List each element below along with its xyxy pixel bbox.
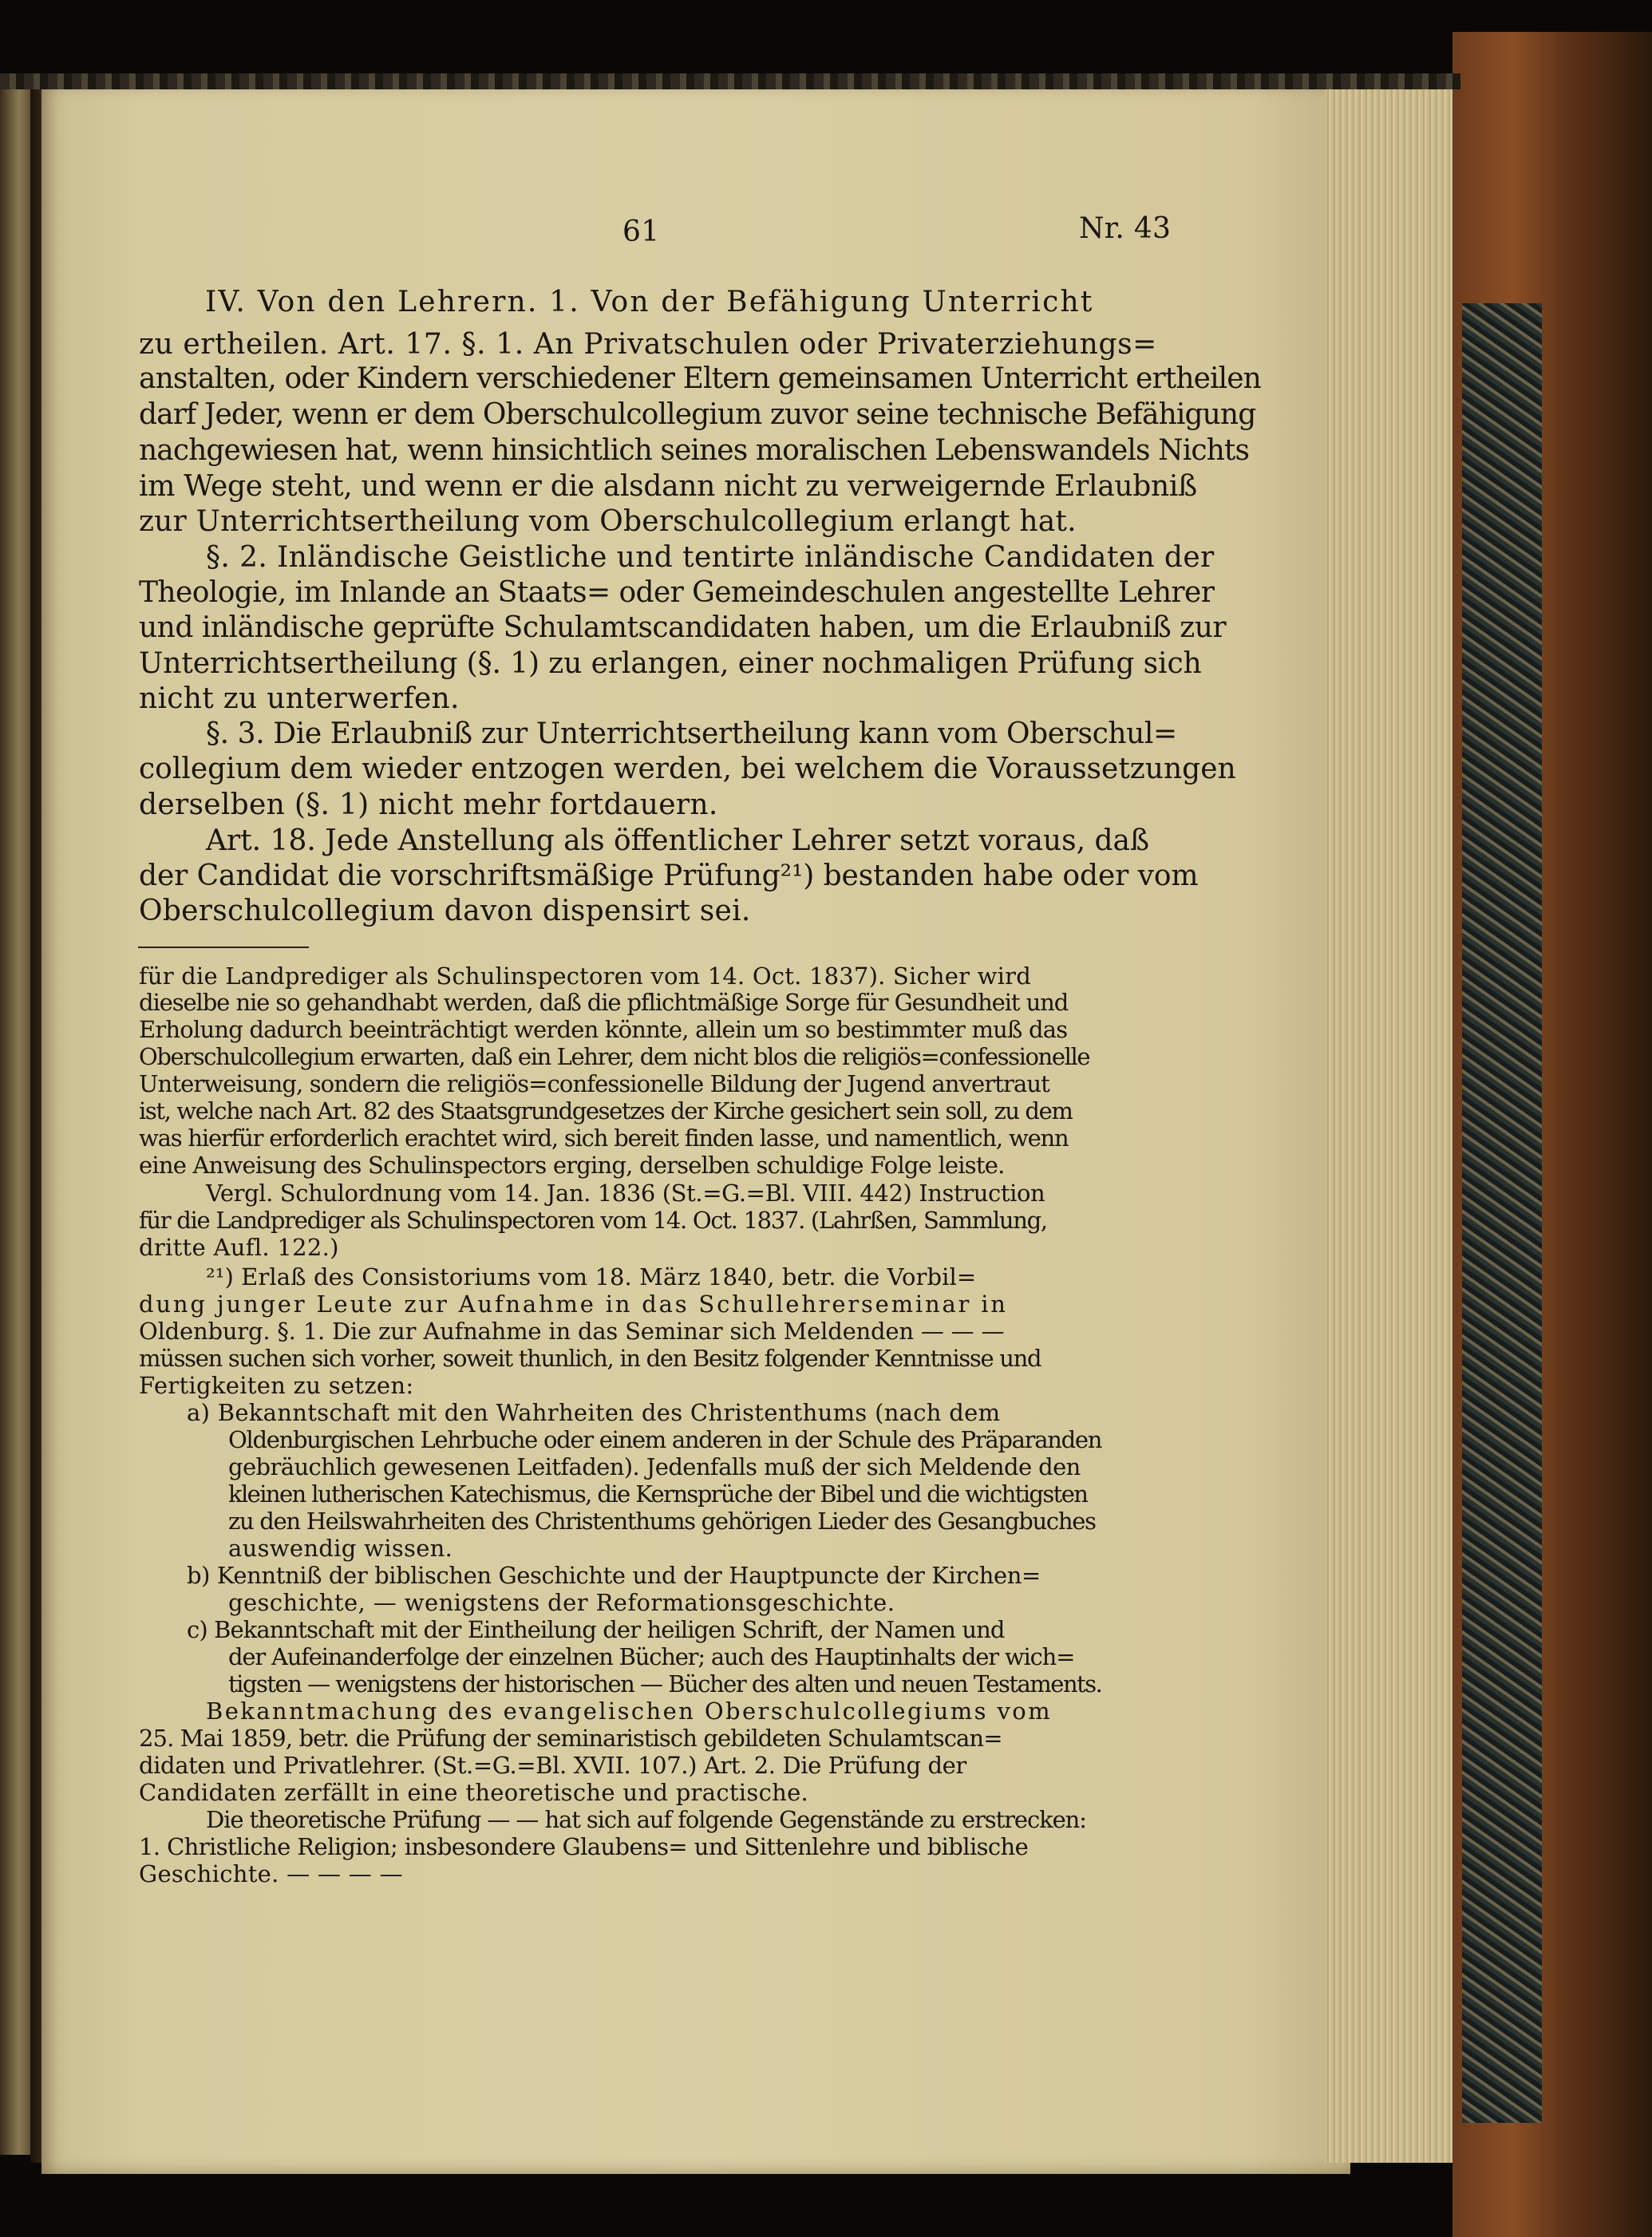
footnote-line: 1. Christliche Religion; insbesondere Glaubens= und Sittenlehre und biblische	[139, 1833, 1029, 1860]
footnote-line: Erholung dadurch beeinträchtigt werden könnte, allein um so bestimmter muß das	[139, 1016, 1068, 1043]
footnote-line: Oldenburg. §. 1. Die zur Aufnahme in das Seminar sich Meldenden — — —	[139, 1318, 1005, 1345]
page-number: 61	[622, 215, 660, 248]
body-line: der Candidat die vorschriftsmäßige Prüfung²¹) bestanden habe oder vom	[139, 860, 1199, 892]
footnote-line: Vergl. Schulordnung vom 14. Jan. 1836 (St.=G.=Bl. VIII. 442) Instruction	[206, 1180, 1045, 1207]
body-line: Unterrichtsertheilung (§. 1) zu erlangen, einer nochmaligen Prüfung sich	[139, 647, 1202, 680]
footnote-line: dritte Aufl. 122.)	[139, 1234, 339, 1261]
footnote-line: eine Anweisung des Schulinspectors erging, derselben schuldige Folge leiste.	[139, 1152, 1005, 1179]
footnote-line: dung junger Leute zur Aufnahme in das Schullehrerseminar in	[139, 1290, 1008, 1318]
footnote-line: b) Kenntniß der biblischen Geschichte und der Hauptpuncte der Kirchen=	[187, 1562, 1041, 1589]
footnote-line: dieselbe nie so gehandhabt werden, daß die pflichtmäßige Sorge für Gesundheit und	[139, 989, 1069, 1016]
footnote-line: Fertigkeiten zu setzen:	[139, 1372, 414, 1399]
body-line: §. 3. Die Erlaubniß zur Unterrichtsertheilung kann vom Oberschul=	[206, 717, 1177, 750]
footnote-line: a) Bekanntschaft mit den Wahrheiten des Christenthums (nach dem	[187, 1399, 1001, 1426]
body-line: nachgewiesen hat, wenn hinsichtlich seines moralischen Lebenswandels Nichts	[139, 434, 1250, 467]
footnote-line: für die Landprediger als Schulinspectoren vom 14. Oct. 1837). Sicher wird	[139, 962, 1031, 990]
body-line: nicht zu unterwerfen.	[139, 682, 460, 715]
body-line: Art. 18. Jede Anstellung als öffentlicher Lehrer setzt voraus, daß	[206, 824, 1150, 857]
footnote-line: Bekanntmachung des evangelischen Oberschulcollegiums vom	[206, 1698, 1053, 1725]
marbled-endpaper	[1462, 303, 1542, 2123]
body-line: collegium dem wieder entzogen werden, bei welchem die Voraussetzungen	[139, 753, 1236, 785]
top-edge-shadow	[0, 73, 1460, 89]
footnote-line: zu den Heilswahrheiten des Christenthums gehörigen Lieder des Gesangbuches	[228, 1508, 1096, 1535]
footnote-line: Candidaten zerfällt in eine theoretische und practische.	[139, 1779, 809, 1806]
law-number: Nr. 43	[1079, 212, 1172, 245]
footnote-line: geschichte, — wenigstens der Reformationsgeschichte.	[228, 1589, 895, 1616]
footnote-line: müssen suchen sich vorher, soweit thunlich, in den Besitz folgender Kenntnisse und	[139, 1345, 1041, 1372]
footnote-line: Die theoretische Prüfung — — hat sich auf folgende Gegenstände zu erstrecken:	[206, 1806, 1086, 1833]
footnote-line: auswendig wissen.	[228, 1535, 453, 1562]
body-line: §. 2. Inländische Geistliche und tentirte inländische Candidaten der	[206, 541, 1215, 574]
body-line: Oberschulcollegium davon dispensirt sei.	[139, 895, 751, 927]
footnote-line: c) Bekanntschaft mit der Eintheilung der heiligen Schrift, der Namen und	[187, 1616, 1005, 1643]
body-line: und inländische geprüfte Schulamtscandidaten haben, um die Erlaubniß zur	[139, 611, 1227, 644]
body-line: IV. Von den Lehrern. 1. Von der Befähigung Unterricht	[205, 286, 1094, 318]
footnote-line: gebräuchlich gewesenen Leitfaden). Jedenfalls muß der sich Meldende den	[228, 1453, 1081, 1480]
body-line: anstalten, oder Kindern verschiedener Eltern gemeinsamen Unterricht ertheilen	[139, 362, 1261, 395]
footnote-line: Unterweisung, sondern die religiös=confessionelle Bildung der Jugend anvertraut	[139, 1070, 1049, 1097]
left-page-edge	[0, 80, 32, 2155]
footnote-rule	[138, 947, 309, 948]
footnote-line: ist, welche nach Art. 82 des Staatsgrundgesetzes der Kirche gesichert sein soll, zu dem	[139, 1097, 1073, 1124]
body-line: zu ertheilen. Art. 17. §. 1. An Privatschulen oder Privaterziehungs=	[139, 328, 1157, 361]
body-line: zur Unterrichtsertheilung vom Oberschulcollegium erlangt hat.	[139, 505, 1077, 538]
footnote-line: didaten und Privatlehrer. (St.=G.=Bl. XVII. 107.) Art. 2. Die Prüfung der	[139, 1752, 966, 1779]
body-line: derselben (§. 1) nicht mehr fortdauern.	[139, 788, 718, 821]
footnote-line: kleinen lutherischen Katechismus, die Kernsprüche der Bibel und die wichtigsten	[228, 1480, 1088, 1508]
page-edges	[1325, 88, 1460, 2163]
footnote-line: Oberschulcollegium erwarten, daß ein Lehrer, dem nicht blos die religiös=confessionelle	[139, 1043, 1090, 1070]
footnote-line: was hierfür erforderlich erachtet wird, sich bereit finden lasse, und namentlich, wenn	[139, 1124, 1069, 1152]
footnote-line: Geschichte. — — — —	[139, 1860, 403, 1887]
footnote-line: Oldenburgischen Lehrbuche oder einem anderen in der Schule des Präparanden	[228, 1426, 1102, 1453]
body-line: im Wege steht, und wenn er die alsdann nicht zu verweigernde Erlaubniß	[139, 470, 1197, 503]
footnote-line: der Aufeinanderfolge der einzelnen Bücher; auch des Hauptinhalts der wich=	[228, 1643, 1075, 1670]
footnote-line: tigsten — wenigstens der historischen — Bücher des alten und neuen Testaments.	[228, 1670, 1102, 1698]
footnote-line: 25. Mai 1859, betr. die Prüfung der seminaristisch gebildeten Schulamtscan=	[139, 1725, 1002, 1752]
body-line: darf Jeder, wenn er dem Oberschulcollegium zuvor seine technische Befähigung	[139, 398, 1256, 431]
body-line: Theologie, im Inlande an Staats= oder Gemeindeschulen angestellte Lehrer	[139, 576, 1215, 609]
footnote-line: für die Landprediger als Schulinspectoren vom 14. Oct. 1837. (Lahrßen, Sammlung,	[139, 1207, 1047, 1234]
footnote-line: ²¹) Erlaß des Consistoriums vom 18. März 1840, betr. die Vorbil=	[206, 1263, 977, 1290]
